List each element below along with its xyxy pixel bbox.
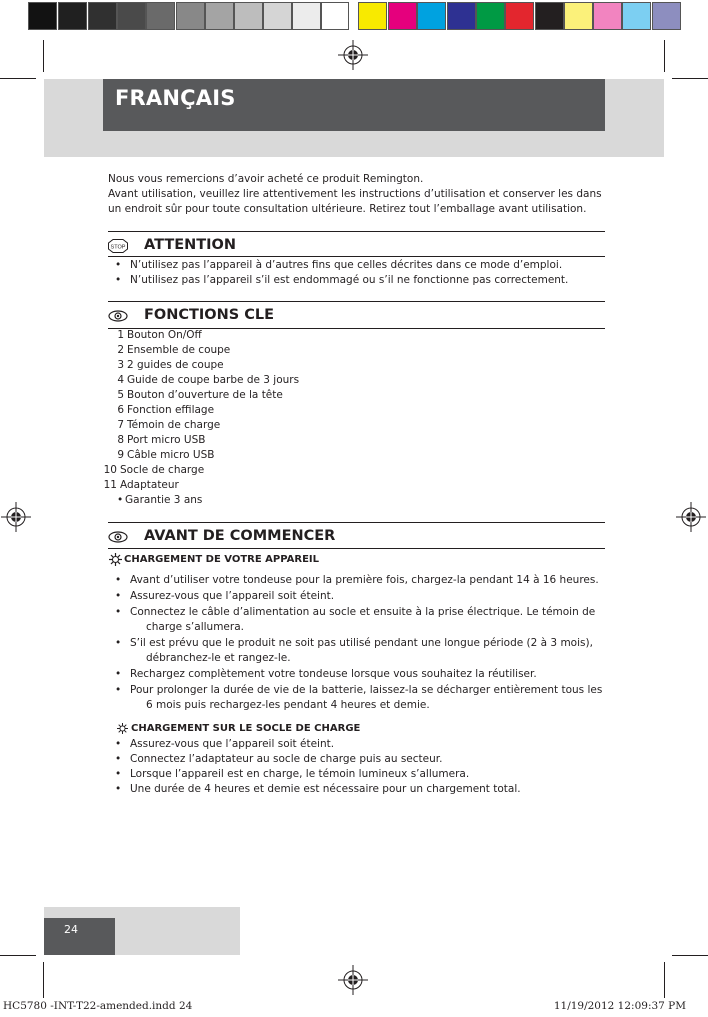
list-item-text: débranchez-le et rangez-le. — [146, 652, 291, 664]
color-swatch — [622, 2, 651, 30]
list-item-text: Lorsque l’appareil est en charge, le témoin lumineux s’allumera. — [130, 768, 470, 780]
color-swatch — [447, 2, 476, 30]
list-item-text: Rechargez complètement votre tondeuse lorsque vous souhaitez la réutiliser. — [130, 668, 537, 680]
crop-mark — [0, 955, 36, 956]
bullet-icon: • — [115, 783, 122, 795]
bullet-icon: • — [115, 606, 122, 618]
item-number: 9 — [117, 449, 124, 461]
item-label: Bouton On/Off — [127, 329, 202, 341]
section-rule — [108, 522, 605, 523]
page-number: 24 — [64, 923, 78, 936]
list-item-text: Pour prolonger la durée de vie de la batterie, laissez-la se décharger entièrement tous les — [130, 684, 603, 696]
crop-mark — [664, 40, 665, 72]
color-swatch — [28, 2, 57, 30]
section-title-fonctions: FONCTIONS CLE — [144, 307, 275, 323]
item-label: Témoin de charge — [127, 419, 221, 431]
bullet-icon: • — [115, 668, 122, 680]
sun-icon — [109, 553, 122, 566]
slug-file-name: HC5780 -INT-T22-amended.indd 24 — [3, 1000, 193, 1012]
list-item-text: charge s’allumera. — [146, 621, 244, 633]
list-item-text: N’utilisez pas l’appareil s’il est endommagé ou s’il ne fonctionne pas correctement. — [130, 274, 569, 286]
color-swatch — [358, 2, 387, 30]
crop-mark — [43, 40, 44, 72]
bullet-icon: • — [115, 768, 122, 780]
item-number: 5 — [117, 389, 124, 401]
item-label: Fonction effilage — [127, 404, 215, 416]
list-item-text: Connectez l’adaptateur au socle de charge puis au secteur. — [130, 753, 443, 765]
color-swatch — [505, 2, 534, 30]
item-label: Guide de coupe barbe de 3 jours — [127, 374, 300, 386]
intro-line: Avant utilisation, veuillez lire attentivement les instructions d’utilisation et conserver les dans — [108, 188, 602, 200]
eye-icon — [108, 530, 128, 544]
list-item-text: Assurez-vous que l’appareil soit éteint. — [130, 590, 335, 602]
crop-mark — [672, 78, 708, 79]
color-swatch — [417, 2, 446, 30]
section-title-attention: ATTENTION — [144, 237, 236, 253]
subsection-title: CHARGEMENT DE VOTRE APPAREIL — [124, 554, 319, 565]
eye-icon — [108, 309, 128, 323]
color-swatch — [388, 2, 417, 30]
item-number: 3 — [117, 359, 124, 371]
item-number: 6 — [117, 404, 124, 416]
crop-mark — [0, 78, 36, 79]
color-swatch — [321, 2, 349, 30]
crop-mark — [672, 955, 708, 956]
crop-mark — [43, 962, 44, 998]
list-item-text: Avant d’utiliser votre tondeuse pour la première fois, chargez-la pendant 14 à 16 heures. — [130, 574, 599, 586]
item-label: Port micro USB — [127, 434, 206, 446]
slug-timestamp: 11/19/2012 12:09:37 PM — [553, 1000, 686, 1012]
bullet-icon: • — [115, 590, 122, 602]
bullet-icon: • — [115, 684, 122, 696]
item-label: 2 guides de coupe — [127, 359, 224, 371]
bullet-icon: • — [115, 274, 122, 286]
item-number: 2 — [117, 344, 124, 356]
bullet-icon: • — [115, 637, 122, 649]
item-number: 7 — [117, 419, 124, 431]
registration-mark-icon — [1, 502, 31, 532]
color-swatch — [292, 2, 321, 30]
subsection-title: CHARGEMENT SUR LE SOCLE DE CHARGE — [131, 723, 361, 734]
intro-line: Nous vous remercions d’avoir acheté ce produit Remington. — [108, 173, 424, 185]
color-swatch — [593, 2, 622, 30]
section-rule — [108, 231, 605, 232]
bullet-icon: • — [117, 494, 124, 506]
color-swatch — [234, 2, 263, 30]
section-title-avant: AVANT DE COMMENCER — [144, 528, 336, 544]
section-rule — [108, 256, 605, 257]
item-number: 10 — [103, 464, 117, 476]
color-swatch — [476, 2, 505, 30]
item-number: 11 — [103, 479, 117, 491]
color-swatch — [535, 2, 564, 30]
bullet-icon: • — [115, 259, 122, 271]
list-item-text: 6 mois puis rechargez-les pendant 4 heures et demie. — [146, 699, 430, 711]
bullet-icon: • — [115, 738, 122, 750]
list-item-text: Assurez-vous que l’appareil soit éteint. — [130, 738, 335, 750]
color-swatch — [652, 2, 681, 30]
color-swatch — [176, 2, 205, 30]
item-number: 4 — [117, 374, 124, 386]
list-item-text: Garantie 3 ans — [125, 494, 203, 506]
item-label: Ensemble de coupe — [127, 344, 231, 356]
item-label: Adaptateur — [120, 479, 179, 491]
section-rule — [108, 548, 605, 549]
item-label: Bouton d’ouverture de la tête — [127, 389, 283, 401]
registration-mark-icon — [676, 502, 706, 532]
page-number-box — [44, 918, 115, 955]
crop-mark — [664, 962, 665, 998]
registration-mark-icon — [338, 40, 368, 70]
intro-line: un endroit sûr pour toute consultation ultérieure. Retirez tout l’emballage avant utilisation. — [108, 203, 587, 215]
color-swatch — [146, 2, 175, 30]
stop-icon — [108, 239, 128, 253]
list-item-text: Connectez le câble d’alimentation au socle et ensuite à la prise électrique. Le témoin de — [130, 606, 596, 618]
color-swatch — [205, 2, 234, 30]
item-number: 1 — [117, 329, 124, 341]
list-item-text: Une durée de 4 heures et demie est nécessaire pour un chargement total. — [130, 783, 521, 795]
sun-icon — [117, 723, 128, 734]
color-swatch — [88, 2, 117, 30]
bullet-icon: • — [115, 753, 122, 765]
page-title: FRANÇAIS — [115, 86, 236, 110]
bullet-icon: • — [115, 574, 122, 586]
intro-paragraph — [108, 172, 608, 217]
section-rule — [108, 301, 605, 302]
item-label: Câble micro USB — [127, 449, 215, 461]
item-number: 8 — [117, 434, 124, 446]
list-item-text: S’il est prévu que le produit ne soit pas utilisé pendant une longue période (2 à 3 mois), — [130, 637, 593, 649]
registration-mark-icon — [338, 965, 368, 995]
color-swatch — [58, 2, 87, 30]
color-swatch — [117, 2, 146, 30]
stop-icon-label: STOP — [110, 244, 126, 251]
color-swatch — [263, 2, 292, 30]
color-swatch — [564, 2, 593, 30]
list-item-text: N’utilisez pas l’appareil à d’autres fins que celles décrites dans ce mode d’emploi. — [130, 259, 563, 271]
item-label: Socle de charge — [120, 464, 205, 476]
